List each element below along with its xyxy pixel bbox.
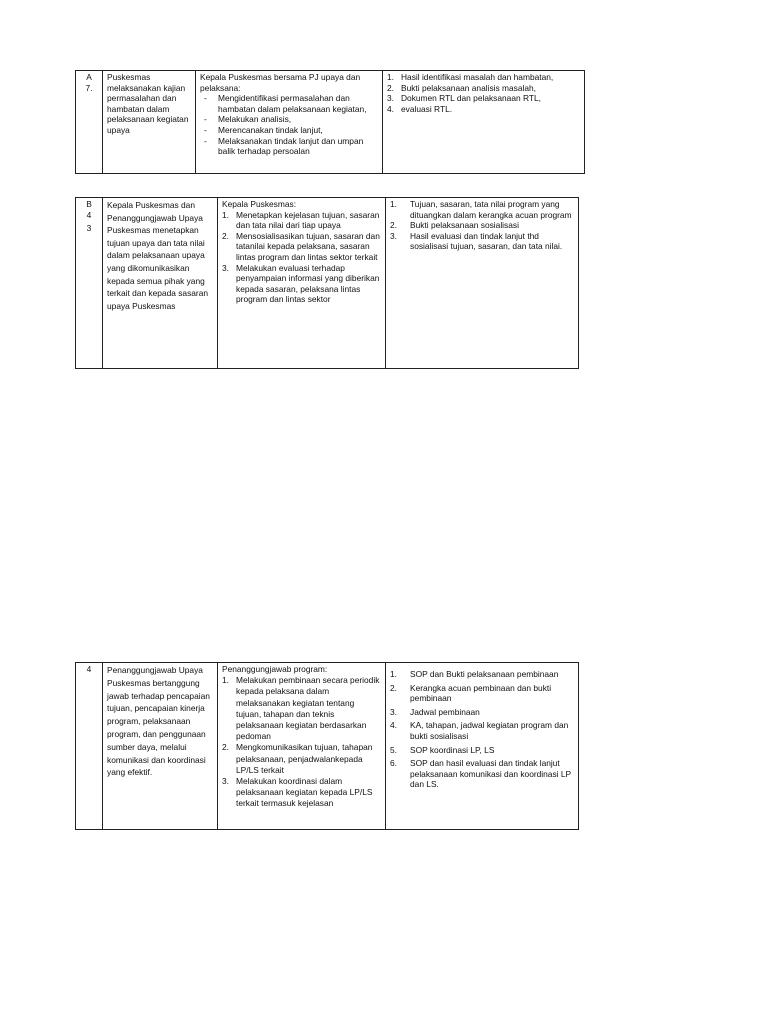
- activity-list: [200, 93, 378, 157]
- item-number: 5.: [390, 744, 397, 755]
- activity-intro: Kepala Puskesmas bersama PJ upaya dan pelaksana:: [200, 72, 361, 93]
- criteria-number-cell: [76, 71, 103, 174]
- criteria-number-line: B: [86, 199, 92, 209]
- item-number: 1.: [390, 669, 397, 679]
- criteria-number-cell: [76, 198, 103, 369]
- activity-list: [222, 675, 381, 809]
- item-number: 2.: [387, 82, 394, 93]
- item-text: Mensosialisasikan tujuan, sasaran dan tatanilai kepada pelaksana, sasaran lintas program dan lintas sektor terkait: [236, 230, 380, 262]
- item-number: 3.: [222, 262, 229, 273]
- criteria-number-line: 4: [86, 664, 92, 674]
- criteria-number-line: 3: [86, 223, 92, 234]
- list-item: [390, 220, 574, 231]
- criteria-number-cell: [76, 663, 103, 830]
- evidence-list: [387, 72, 580, 114]
- item-number: 4.: [387, 103, 394, 114]
- list-item: [390, 745, 574, 756]
- item-text: Hasil evaluasi dan tindak lanjut thd sosialisasi tujuan, sasaran, dan tata nilai.: [410, 230, 563, 252]
- criteria-text-cell: [103, 663, 218, 830]
- activity-cell: [218, 198, 386, 369]
- item-text: Jadwal pembinaan: [410, 706, 480, 717]
- list-item: [222, 231, 381, 263]
- criteria-table-4: [75, 662, 579, 830]
- evidence-cell: [386, 663, 579, 830]
- list-item: [387, 83, 580, 94]
- item-text: Bukti pelaksanaan analisis masalah,: [401, 82, 537, 93]
- item-text: Menetapkan kejelasan tujuan, sasaran dan tata nilai dari tiap upaya: [236, 209, 380, 231]
- list-item: [222, 210, 381, 231]
- item-text: KA, tahapan, jadwal kegiatan program dan bukti sosialisasi: [410, 720, 569, 741]
- criteria-text: Penanggungjawab Upaya Puskesmas bertanggung jawab terhadap pencapaian tujuan, pencapaian kinerja program, pelaksanaan program, dan penggunaan sumber daya, melalui komunikasi dan koordinasi yang efektif.: [107, 665, 210, 778]
- item-text: SOP dan hasil evaluasi dan tindak lanjut pelaksanaan komunikasi dan koordinasi LP dan LS.: [410, 758, 571, 790]
- criteria-text: Puskesmas melaksanakan kajian permasalahan dan hambatan dalam pelaksanaan kegiatan upaya: [107, 72, 189, 135]
- criteria-text-cell: [103, 198, 218, 369]
- list-item: [390, 707, 574, 718]
- list-item: [222, 675, 381, 742]
- list-item: - Melakukan analisis,: [200, 114, 378, 125]
- item-number: 6.: [390, 758, 397, 769]
- item-text: SOP dan Bukti pelaksanaan pembinaan: [410, 669, 559, 679]
- item-text: evaluasi RTL.: [401, 103, 453, 114]
- list-item: - Melaksanakan tindak lanjut dan umpan balik terhadap persoalan: [200, 136, 378, 157]
- list-item: [390, 758, 574, 790]
- item-text: Hasil identifikasi masalah dan hambatan,: [401, 72, 554, 82]
- activity-cell: [196, 71, 383, 174]
- criteria-number-line: A: [86, 72, 92, 82]
- item-number: 2.: [222, 742, 229, 753]
- criteria-number-line: 7.: [85, 82, 93, 93]
- item-text: SOP koordinasi LP, LS: [410, 744, 495, 755]
- list-item: [390, 199, 574, 220]
- item-number: 2.: [390, 220, 397, 231]
- list-item: [390, 231, 574, 252]
- list-item: [222, 776, 381, 810]
- evidence-cell: [386, 198, 579, 369]
- table-row: [76, 71, 585, 174]
- item-number: 3.: [390, 706, 397, 717]
- item-text: Bukti pelaksanaan sosialisasi: [410, 220, 519, 231]
- item-number: 2.: [390, 682, 397, 693]
- list-item: [390, 683, 574, 704]
- item-text: Melakukan koordinasi dalam pelaksanaan kegiatan kepada LP/LS terkait termasuk kejelasan: [236, 776, 373, 809]
- criteria-text: Kepala Puskesmas dan Penanggungjawab Upaya Puskesmas menetapkan tujuan upaya dan tata nilai dalam pelaksanaan upaya yang dikomunikasikan kepada semua pihak yang terkait dan kepada sasaran upaya Puskesmas: [107, 200, 209, 311]
- list-item: [387, 93, 580, 104]
- evidence-cell: [383, 71, 585, 174]
- list-item: [387, 72, 580, 83]
- item-number: 4.: [390, 720, 397, 731]
- item-number: 1.: [222, 675, 229, 686]
- list-item: [222, 742, 381, 776]
- item-number: 1.: [390, 199, 397, 209]
- list-item: - Mengidentifikasi permasalahan dan hambatan dalam pelaksanaan kegiatan,: [200, 93, 378, 114]
- criteria-number-line: 4: [86, 209, 92, 220]
- criteria-text-cell: [103, 71, 196, 174]
- evidence-list: [390, 199, 574, 252]
- list-item: [222, 263, 381, 305]
- activity-list: [222, 210, 381, 305]
- item-number: 3.: [387, 93, 394, 104]
- list-item: [390, 669, 574, 680]
- evidence-list: [390, 669, 574, 790]
- list-item: - Merencanakan tindak lanjut,: [200, 125, 378, 136]
- item-text: Dokumen RTL dan pelaksanaan RTL,: [401, 93, 541, 104]
- item-number: 3.: [390, 230, 397, 241]
- activity-intro: Penanggungjawab program:: [222, 664, 328, 674]
- list-item: [387, 104, 580, 115]
- item-text: Tujuan, sasaran, tata nilai program yang dituangkan dalam kerangka acuan program: [410, 199, 572, 220]
- criteria-table-b43: [75, 197, 579, 369]
- table-row: [76, 198, 579, 369]
- criteria-table-a7: [75, 70, 585, 174]
- item-text: Melakukan pembinaan secara periodik kepada pelaksana dalam melaksanakan kegiatan tentang tujuan, tahapan dan teknis pelaksanaan kegiatan berdasarkan pedoman: [236, 675, 380, 742]
- table-row: [76, 663, 579, 830]
- item-text: Melakukan evaluasi terhadap penyampaian informasi yang diberikan kepada sasaran, pelaksana lintas program dan lintas sektor: [236, 262, 380, 305]
- item-number: 2.: [222, 230, 229, 241]
- item-text: Kerangka acuan pembinaan dan bukti pembinaan: [410, 682, 552, 704]
- item-number: 1.: [222, 209, 229, 220]
- item-number: 1.: [387, 72, 394, 82]
- list-item: [390, 720, 574, 741]
- item-text: Mengkomunikasikan tujuan, tahapan pelaksanaan, penjadwalankepada LP/LS terkait: [236, 742, 373, 775]
- activity-intro: Kepala Puskesmas:: [222, 199, 297, 209]
- item-number: 3.: [222, 776, 229, 787]
- activity-cell: [218, 663, 386, 830]
